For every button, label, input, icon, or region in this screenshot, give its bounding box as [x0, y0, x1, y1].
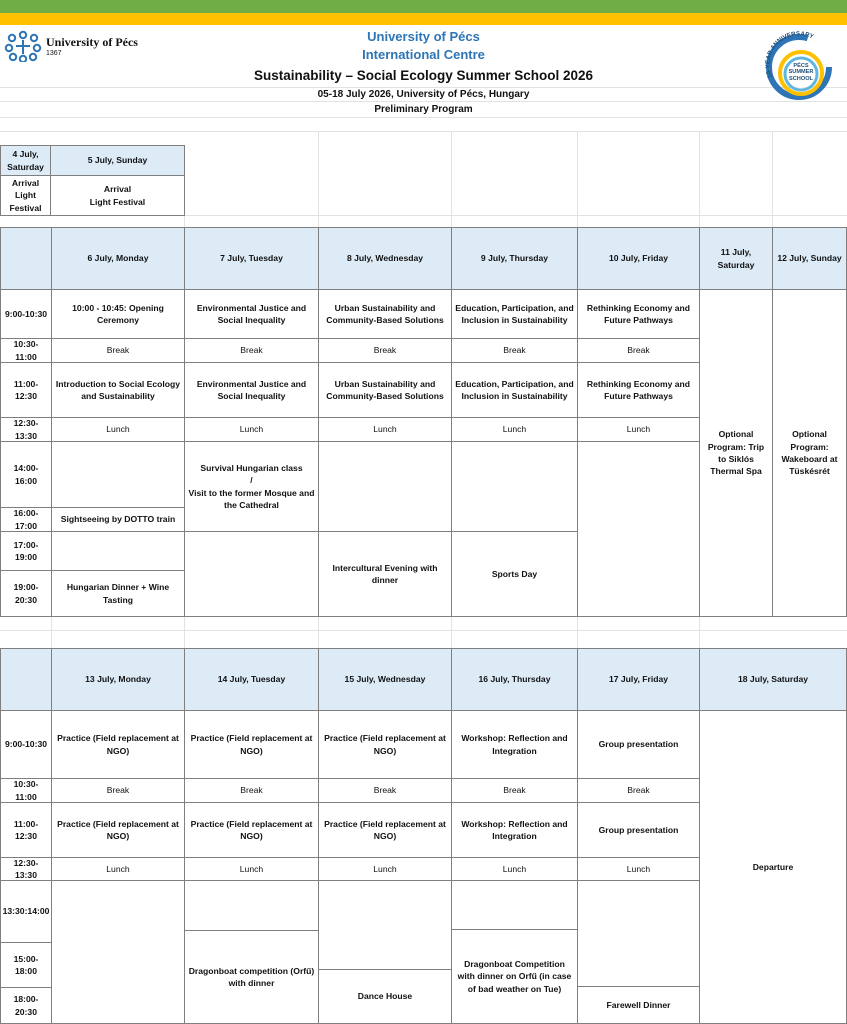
org-line2: International Centre [362, 47, 485, 62]
session-cell: Workshop: Reflection and Integration [451, 802, 578, 858]
departure-cell: Departure [699, 710, 847, 1024]
time-slot: 19:00-20:30 [0, 570, 52, 617]
day-header: 12 July, Sunday [772, 227, 847, 290]
page-title: Sustainability – Social Ecology Summer School 2026 [253, 68, 594, 83]
break-cell: Break [451, 778, 578, 803]
badge-line: PÉCS [793, 63, 809, 69]
activity-line: Survival Hungarian class [200, 462, 303, 473]
optional-program-cell: Optional Program: Wakeboard at Tüskésrét [772, 289, 847, 617]
break-cell: Break [577, 778, 700, 803]
lunch-cell: Lunch [577, 857, 700, 881]
empty-cell [451, 441, 578, 532]
gridline [451, 617, 452, 648]
activity-cell: Dragonboat Competition with dinner on Orfű (in case of bad weather on Tue) [451, 929, 578, 1024]
gridline [577, 617, 578, 648]
time-slot: 13:30:14:00 [0, 880, 52, 943]
gridline [318, 131, 319, 227]
activity-cell: Farewell Dinner [577, 986, 700, 1024]
top-yellow-bar [0, 13, 847, 25]
session-cell: Urban Sustainability and Community-Based Solutions [318, 289, 452, 339]
break-cell: Break [51, 338, 185, 363]
arrival-event: Arrival Light Festival [0, 175, 51, 216]
time-slot: 17:00-19:00 [0, 531, 52, 571]
subtitle: Preliminary Program [374, 104, 473, 115]
lunch-cell: Lunch [184, 417, 319, 442]
gridline [577, 131, 578, 227]
break-cell: Break [184, 778, 319, 803]
gridline [0, 101, 847, 102]
empty-cell [577, 441, 700, 617]
session-cell: Group presentation [577, 802, 700, 858]
activity-cell: Sightseeing by DOTTO train [51, 507, 185, 532]
activity-cell [184, 441, 319, 532]
corner-header [0, 227, 52, 290]
activity-line: Visit to the former Mosque and the Cathedral [188, 487, 315, 510]
activity-cell: Dance House [318, 969, 452, 1024]
empty-cell [51, 441, 185, 508]
session-cell: Practice (Field replacement at NGO) [184, 802, 319, 858]
day-header: 8 July, Wednesday [318, 227, 452, 290]
time-slot: 10:30-11:00 [0, 778, 52, 803]
empty-cell [51, 880, 185, 1024]
arrival-day-header: 4 July, Saturday [0, 145, 51, 176]
empty-cell [318, 441, 452, 532]
lunch-cell: Lunch [318, 417, 452, 442]
gridline [184, 617, 185, 648]
activity-cell: Intercultural Evening with dinner [318, 531, 452, 617]
activity-cell: Hungarian Dinner + Wine Tasting [51, 570, 185, 617]
day-header: 17 July, Friday [577, 648, 700, 711]
session-cell: Urban Sustainability and Community-Based Solutions [318, 362, 452, 418]
session-cell: Environmental Justice and Social Inequality [184, 289, 319, 339]
gridline [0, 630, 847, 631]
lunch-cell: Lunch [451, 857, 578, 881]
logo-year: 1367 [46, 50, 62, 57]
break-cell: Break [451, 338, 578, 363]
empty-cell [184, 880, 319, 931]
event-line: Arrival [103, 184, 132, 195]
session-cell: Practice (Field replacement at NGO) [184, 710, 319, 779]
top-green-bar [0, 0, 847, 13]
break-cell: Break [184, 338, 319, 363]
day-header: 11 July, Saturday [699, 227, 773, 290]
session-cell: Environmental Justice and Social Inequality [184, 362, 319, 418]
time-slot: 11:00-12:30 [0, 362, 52, 418]
day-header: 16 July, Thursday [451, 648, 578, 711]
time-slot: 11:00-12:30 [0, 802, 52, 858]
gridline [699, 131, 700, 227]
lunch-cell: Lunch [577, 417, 700, 442]
arrival-event [50, 175, 185, 216]
corner-header [0, 648, 52, 711]
session-cell: Group presentation [577, 710, 700, 779]
day-header: 6 July, Monday [51, 227, 185, 290]
lunch-cell: Lunch [51, 417, 185, 442]
badge-line: SUMMER [788, 69, 814, 76]
session-cell: 10:00 - 10:45: Opening Ceremony [51, 289, 185, 339]
lunch-cell: Lunch [184, 857, 319, 881]
empty-cell [451, 880, 578, 930]
day-header: 9 July, Thursday [451, 227, 578, 290]
time-slot: 15:00-18:00 [0, 942, 52, 988]
gridline [0, 117, 847, 118]
session-cell: Introduction to Social Ecology and Sustainability [51, 362, 185, 418]
dates-place: 05-18 July 2026, University of Pécs, Hungary [317, 89, 530, 100]
time-slot: 18:00-20:30 [0, 987, 52, 1024]
session-cell: Practice (Field replacement at NGO) [51, 710, 185, 779]
break-cell: Break [51, 778, 185, 803]
time-slot: 9:00-10:30 [0, 710, 52, 779]
day-header: 13 July, Monday [51, 648, 185, 711]
session-cell: Rethinking Economy and Future Pathways [577, 289, 700, 339]
time-slot: 12:30-13:30 [0, 857, 52, 881]
activity-line: / [250, 475, 253, 486]
badge-line: SCHOOL [789, 75, 813, 82]
gridline [51, 617, 52, 648]
day-header: 10 July, Friday [577, 227, 700, 290]
org-line1: University of Pécs [367, 29, 480, 44]
empty-cell [318, 880, 452, 970]
gridline [451, 131, 452, 227]
session-cell: Rethinking Economy and Future Pathways [577, 362, 700, 418]
event-line: Light Festival [89, 196, 146, 207]
day-header: 15 July, Wednesday [318, 648, 452, 711]
arrival-day-header: 5 July, Sunday [50, 145, 185, 176]
gridline [0, 131, 847, 132]
session-cell: Practice (Field replacement at NGO) [318, 710, 452, 779]
time-slot: 10:30-11:00 [0, 338, 52, 363]
day-header: 18 July, Saturday [699, 648, 847, 711]
break-cell: Break [577, 338, 700, 363]
gridline [772, 131, 773, 227]
lunch-cell: Lunch [51, 857, 185, 881]
time-slot: 14:00-16:00 [0, 441, 52, 508]
day-header: 7 July, Tuesday [184, 227, 319, 290]
lunch-cell: Lunch [318, 857, 452, 881]
session-cell: Education, Participation, and Inclusion in Sustainability [451, 289, 578, 339]
break-cell: Break [318, 778, 452, 803]
activity-cell: Dragonboat competition (Orfű) with dinner [184, 930, 319, 1024]
badge-arc-text: 10-YEAR ANNIVERSARY [764, 30, 815, 79]
logo-name: University of Pécs [46, 35, 138, 49]
empty-cell [51, 531, 185, 571]
break-cell: Break [318, 338, 452, 363]
day-header: 14 July, Tuesday [184, 648, 319, 711]
session-cell: Education, Participation, and Inclusion in Sustainability [451, 362, 578, 418]
session-cell: Practice (Field replacement at NGO) [51, 802, 185, 858]
activity-cell: Sports Day [451, 531, 578, 617]
empty-cell [577, 880, 700, 987]
gridline [699, 617, 700, 648]
time-slot: 9:00-10:30 [0, 289, 52, 339]
lunch-cell: Lunch [451, 417, 578, 442]
time-slot: 12:30-13:30 [0, 417, 52, 442]
time-slot: 16:00-17:00 [0, 507, 52, 532]
empty-cell [184, 531, 319, 617]
session-cell: Practice (Field replacement at NGO) [318, 802, 452, 858]
gridline [0, 87, 847, 88]
optional-program-cell: Optional Program: Trip to Siklós Thermal Spa [699, 289, 773, 617]
session-cell: Workshop: Reflection and Integration [451, 710, 578, 779]
gridline [318, 617, 319, 648]
